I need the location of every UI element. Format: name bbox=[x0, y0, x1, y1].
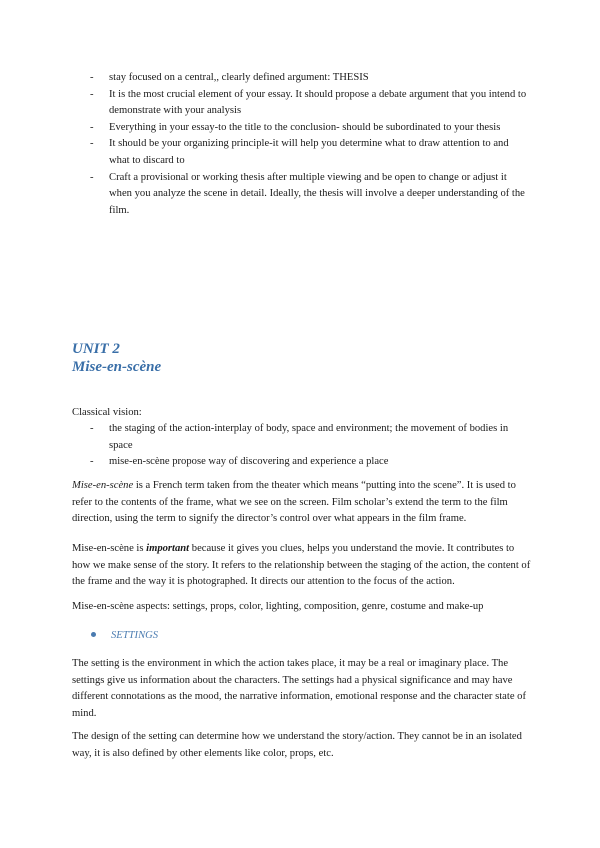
settings-heading-text: SETTINGS bbox=[111, 630, 159, 641]
list-item: - Everything in your essay-to the title to the conclusion- should be subordinated to your thesis bbox=[90, 120, 530, 137]
importance-paragraph bbox=[72, 541, 532, 591]
definition-paragraph bbox=[72, 478, 532, 528]
bullet-dot-icon bbox=[91, 632, 96, 637]
importance-emphasis: important bbox=[146, 543, 190, 554]
definition-text: is a French term taken from the theater which means “putting into the scene”. It is used to refer to the contents of the frame, what we see on the screen. Film scholar’s extend the term to the film direction, using the term to signify the director’s control over what appears in the film frame. bbox=[72, 480, 516, 525]
list-item: - mise-en-scène propose way of discovering and experience a place bbox=[90, 454, 530, 471]
list-item: - Craft a provisional or working thesis after multiple viewing and be open to change or adjust it when you analyze the scene in detail. Ideally, the thesis will involve a deeper understanding of the film. bbox=[90, 170, 530, 220]
list-item: - stay focused on a central,, clearly defined argument: THESIS bbox=[90, 70, 530, 87]
classical-vision-list bbox=[90, 421, 530, 471]
importance-lead: Mise-en-scène is bbox=[72, 543, 147, 554]
settings-paragraph-2: The design of the setting can determine how we understand the story/action. They cannot be in an isolated way, it is also defined by other elements like color, props, etc. bbox=[72, 731, 522, 759]
thesis-list bbox=[90, 70, 530, 219]
unit-title: UNIT 2 bbox=[72, 341, 120, 357]
settings-paragraph-1: The setting is the environment in which the action takes place, it may be a real or imaginary place. The settings give us information about the characters. The settings had a physical significance and may have different connotations as the mood, the narrative information, emotional response and the character state of mind. bbox=[72, 658, 526, 719]
aspects-paragraph: Mise-en-scène aspects: settings, props, color, lighting, composition, genre, costume and make-up bbox=[72, 601, 484, 612]
settings-heading bbox=[91, 628, 158, 644]
importance-text: because it gives you clues, helps you understand the movie. It contributes to how we make sense of the story. It refers to the relationship between the staging of the action, the content of the frame and the way it is photographed. It directs our attention to the focus of the action. bbox=[72, 543, 531, 588]
list-item: - the staging of the action-interplay of body, space and environment; the movement of bodies in space bbox=[90, 421, 530, 454]
list-item: - It should be your organizing principle-it will help you determine what to draw attention to and what to discard to bbox=[90, 136, 530, 169]
classical-vision-label: Classical vision: bbox=[72, 407, 142, 418]
unit-subtitle: Mise-en-scène bbox=[72, 359, 162, 375]
term-mise-en-scene: Mise-en-scène bbox=[72, 480, 134, 491]
list-item: - It is the most crucial element of your essay. It should propose a debate argument that you intend to demonstrate with your analysis bbox=[90, 87, 530, 120]
